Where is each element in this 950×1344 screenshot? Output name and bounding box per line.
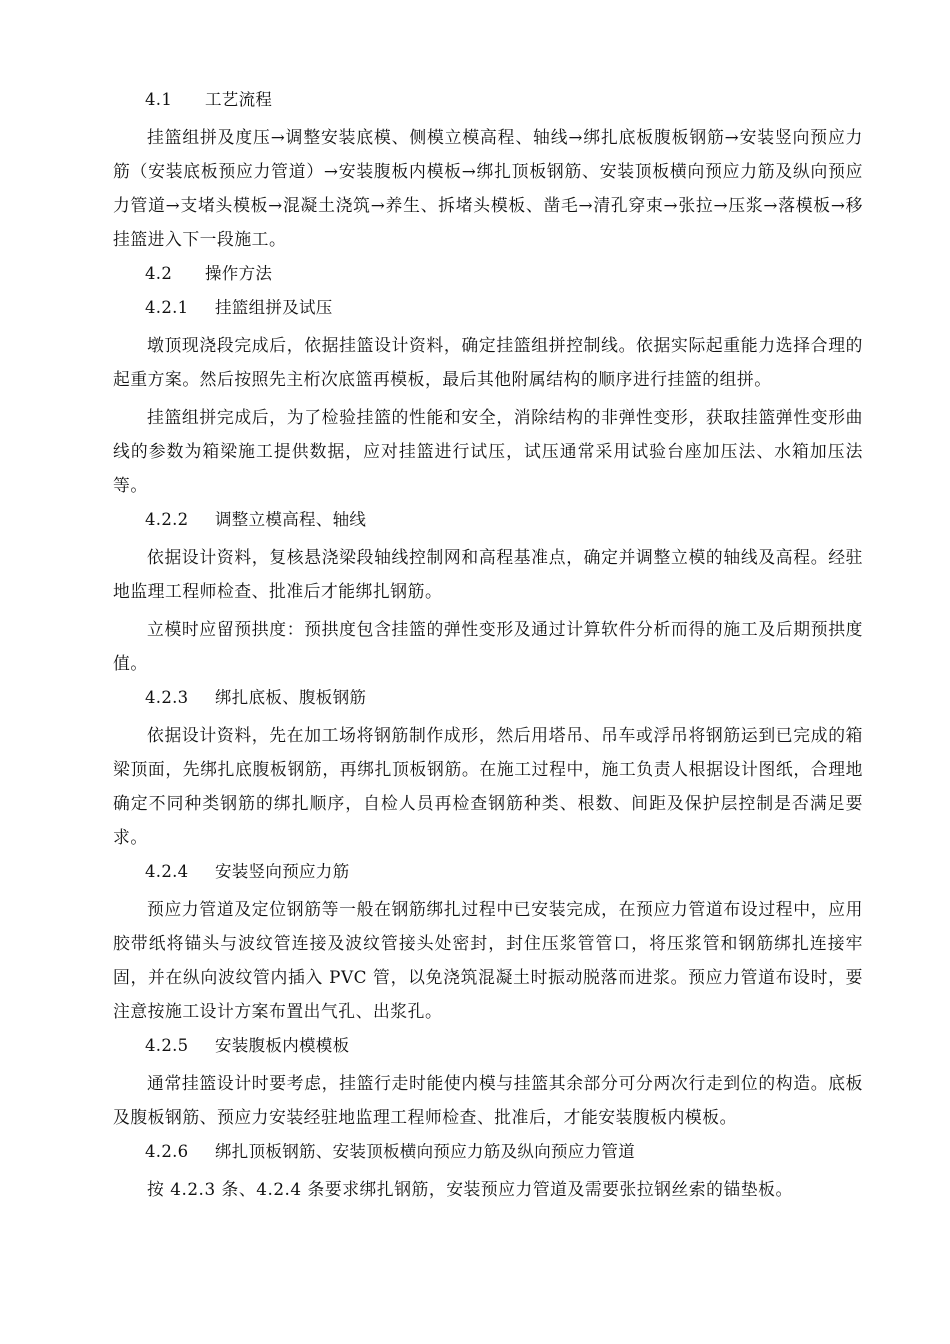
- section-number: 4.2.5: [145, 1036, 189, 1055]
- paragraph: 立模时应留预拱度：预拱度包含挂篮的弹性变形及通过计算软件分析而得的施工及后期预拱度值。: [113, 619, 863, 673]
- section-heading-4-2-6: [113, 1138, 863, 1166]
- section-heading-4-2: [113, 260, 863, 288]
- section-heading-4-2-2: [113, 506, 863, 534]
- paragraph: 依据设计资料，先在加工场将钢筋制作成形，然后用塔吊、吊车或浮吊将钢筋运到已完成的箱梁顶面，先绑扎底腹板钢筋，再绑扎顶板钢筋。在施工过程中，施工负责人根据设计图纸，合理地确定不同种类钢筋的绑扎顺序，自检人员再检查钢筋种类、根数、间距及保护层控制是否满足要求。: [113, 725, 863, 847]
- paragraph: 预应力管道及定位钢筋等一般在钢筋绑扎过程中已安装完成，在预应力管道布设过程中，应用胶带纸将锚头与波纹管连接及波纹管接头处密封，封住压浆管管口，将压浆管和钢筋绑扎连接牢固，并在纵向波纹管内插入 PVC 管，以免浇筑混凝土时振动脱落而进浆。预应力管道布设时，要注意按施工设计方案布置出气孔、出浆孔。: [113, 899, 863, 1021]
- section-title: 调整立模高程、轴线: [215, 510, 367, 529]
- section-title: 安装竖向预应力筋: [215, 862, 350, 881]
- section-title: 工艺流程: [205, 90, 273, 109]
- section-title: 绑扎顶板钢筋、安装顶板横向预应力筋及纵向预应力管道: [215, 1142, 635, 1161]
- section-number: 4.2.3: [145, 688, 189, 707]
- section-heading-4-1: [113, 86, 863, 114]
- paragraph: 依据设计资料，复核悬浇梁段轴线控制网和高程基准点，确定并调整立模的轴线及高程。经驻地监理工程师检查、批准后才能绑扎钢筋。: [113, 547, 863, 601]
- section-number: 4.1: [145, 90, 173, 109]
- section-heading-4-2-3: [113, 684, 863, 712]
- section-heading-4-2-1: [113, 294, 863, 322]
- section-title: 绑扎底板、腹板钢筋: [215, 688, 367, 707]
- section-number: 4.2.4: [145, 862, 189, 881]
- document-body: [113, 86, 863, 1210]
- paragraph: 挂篮组拼完成后，为了检验挂篮的性能和安全，消除结构的非弹性变形，获取挂篮弹性变形曲线的参数为箱梁施工提供数据，应对挂篮进行试压，试压通常采用试验台座加压法、水箱加压法等。: [113, 407, 863, 495]
- section-title: 挂篮组拼及试压: [215, 298, 333, 317]
- section-heading-4-2-4: [113, 858, 863, 886]
- section-title: 操作方法: [205, 264, 273, 283]
- paragraph-process-flow: 挂篮组拼及度压→调整安装底模、侧模立模高程、轴线→绑扎底板腹板钢筋→安装竖向预应力筋（安装底板预应力管道）→安装腹板内模板→绑扎顶板钢筋、安装顶板横向预应力筋及纵向预应力管道→支堵头模板→混凝土浇筑→养生、拆堵头模板、凿毛→清孔穿束→张拉→压浆→落模板→移挂篮进入下一段施工。: [113, 127, 863, 249]
- section-heading-4-2-5: [113, 1032, 863, 1060]
- section-title: 安装腹板内模模板: [215, 1036, 350, 1055]
- paragraph: 通常挂篮设计时要考虑，挂篮行走时能使内模与挂篮其余部分可分两次行走到位的构造。底板及腹板钢筋、预应力安装经驻地监理工程师检查、批准后，才能安装腹板内模板。: [113, 1073, 863, 1127]
- section-number: 4.2.6: [145, 1142, 189, 1161]
- section-number: 4.2.1: [145, 298, 189, 317]
- section-number: 4.2: [145, 264, 173, 283]
- paragraph: 按 4.2.3 条、4.2.4 条要求绑扎钢筋，安装预应力管道及需要张拉钢丝索的锚垫板。: [147, 1179, 793, 1199]
- section-number: 4.2.2: [145, 510, 189, 529]
- paragraph: 墩顶现浇段完成后，依据挂篮设计资料，确定挂篮组拼控制线。依据实际起重能力选择合理的起重方案。然后按照先主桁次底篮再模板，最后其他附属结构的顺序进行挂篮的组拼。: [113, 335, 863, 389]
